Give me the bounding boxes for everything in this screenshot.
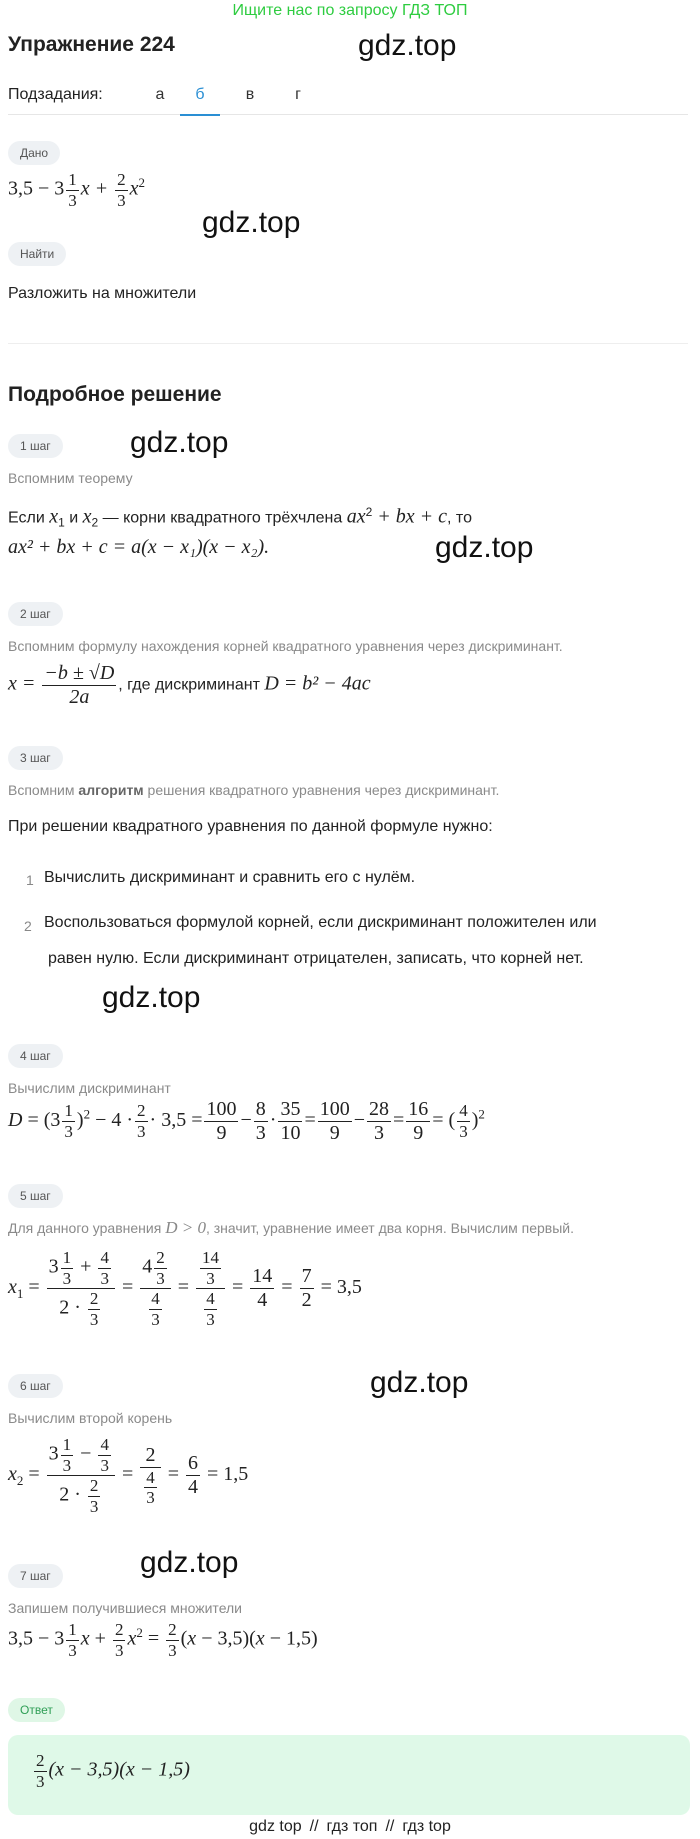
step-3-intro: При решении квадратного уравнения по данной формуле нужно: xyxy=(8,818,493,835)
factorization-formula: 3,5 − 3 $\frac{1}{3}$ x + $\frac{2}{3}$ $x^2$ = $\frac{2}{3}$ (x − 3,5)(x − 1,5) xyxy=(8,1620,318,1660)
second-root-formula: $x_2$ = 3 $\frac{1}{3}$ − $\frac{4}{3}$ 2 · $\frac{2}{3}$ = $\frac{2}{\frac{4}{3}}$ = $\frac{6}{4}$ = 1,5 xyxy=(8,1435,249,1516)
answer-box xyxy=(8,1735,690,1815)
footer-separator: // xyxy=(385,1818,395,1835)
step-6-badge: 6 шаг xyxy=(8,1374,63,1398)
search-banner[interactable]: Ищите нас по запросу ГДЗ ТОП xyxy=(232,2,468,19)
subtask-tabs xyxy=(8,80,688,115)
answer-formula: $\frac{2}{3}$ (x − 3,5)(x − 1,5) xyxy=(36,1751,190,1791)
step-6-hint: Вычислим второй корень xyxy=(8,1410,173,1426)
step-5-badge: 5 шаг xyxy=(8,1184,63,1208)
watermark: gdz.top xyxy=(358,29,457,62)
list-number: 1 xyxy=(26,872,34,888)
step-4-badge: 4 шаг xyxy=(8,1044,63,1068)
solution-title: Подробное решение xyxy=(8,383,222,406)
given-expression: 3,5 − 3 $\frac{1}{3}$ x + $\frac{2}{3}$ $x^2$ xyxy=(8,170,146,210)
tab-g[interactable]: г xyxy=(295,86,301,103)
step-1-hint: Вспомним теорему xyxy=(8,470,133,486)
step-3-hint: Вспомним алгоритм решения квадратного уравнения через дискриминант. xyxy=(8,782,500,798)
discriminant-formula: D = (3 $\frac{1}{3}$ )$^2$ − 4 · $\frac{2}{3}$ · 3,5 = $\frac{100}{9}$ − $\frac{8}{3}$ · $\frac{35}{10}$ = $\frac{100}{9}$ − $\frac{28}{3}$ = $\frac{16}{9}$ = ( $\frac{4}{3}$ )$^2$ xyxy=(8,1098,485,1144)
tab-b[interactable]: б xyxy=(180,86,220,116)
step-7-badge: 7 шаг xyxy=(8,1564,63,1588)
step-3-badge: 3 шаг xyxy=(8,746,63,770)
find-badge: Найти xyxy=(8,242,66,266)
watermark: gdz.top xyxy=(370,1366,469,1399)
footer-link[interactable]: гдз top xyxy=(402,1818,451,1835)
footer-links xyxy=(0,1817,700,1837)
find-text: Разложить на множители xyxy=(8,285,197,302)
step-2-formula: x = $\frac{-b \pm √D}{2a}$ , где дискриминант D = b² − 4ac xyxy=(8,662,371,708)
list-number: 2 xyxy=(24,918,32,934)
step-5-hint: Для данного уравнения D > 0, значит, уравнение имеет два корня. Вычислим первый. xyxy=(8,1218,575,1237)
page-title: Упражнение 224 xyxy=(8,33,175,56)
subtasks-label: Подзадания: xyxy=(8,86,103,103)
watermark: gdz.top xyxy=(202,206,301,239)
step-1-text: Если $x_1$ и $x_2$ — корни квадратного трёхчлена $ax^2$ + bx + c, то xyxy=(8,505,472,530)
tab-a[interactable]: а xyxy=(155,86,165,103)
step-1-formula: ax² + bx + c = a(x − x₁)(x − x₂). xyxy=(8,536,270,558)
given-badge: Дано xyxy=(8,141,60,165)
list-item: Вычислить дискриминант и сравнить его с нулём. xyxy=(44,869,416,886)
step-4-hint: Вычислим дискриминант xyxy=(8,1080,171,1096)
tab-v[interactable]: в xyxy=(245,86,255,103)
footer-link[interactable]: гдз топ xyxy=(326,1818,378,1835)
answer-badge: Ответ xyxy=(8,1698,65,1722)
footer-link[interactable]: gdz top xyxy=(249,1818,302,1835)
step-2-hint: Вспомним формулу нахождения корней квадратного уравнения через дискриминант. xyxy=(8,638,563,654)
watermark: gdz.top xyxy=(140,1546,239,1579)
step-7-hint: Запишем получившиеся множители xyxy=(8,1600,243,1616)
divider xyxy=(8,343,688,344)
first-root-formula: $x_1$ = 3 $\frac{1}{3}$ + $\frac{4}{3}$ 2 · $\frac{2}{3}$ = 4 $\frac{2}{3}$ $\frac{4}{3}$ = $\frac{\frac{14}{3}}{\frac{4}{3}}$ = $\frac{14}{4}$ = $\frac{7}{2}$ = 3,5 xyxy=(8,1248,362,1329)
step-2-badge: 2 шаг xyxy=(8,602,63,626)
watermark: gdz.top xyxy=(102,981,201,1014)
step-1-badge: 1 шаг xyxy=(8,434,63,458)
watermark: gdz.top xyxy=(435,531,534,564)
watermark: gdz.top xyxy=(130,426,229,459)
list-item-continued: равен нулю. Если дискриминант отрицателен, записать, что корней нет. xyxy=(48,950,584,967)
list-item: Воспользоваться формулой корней, если дискриминант положителен или xyxy=(44,914,597,931)
footer-separator: // xyxy=(309,1818,319,1835)
